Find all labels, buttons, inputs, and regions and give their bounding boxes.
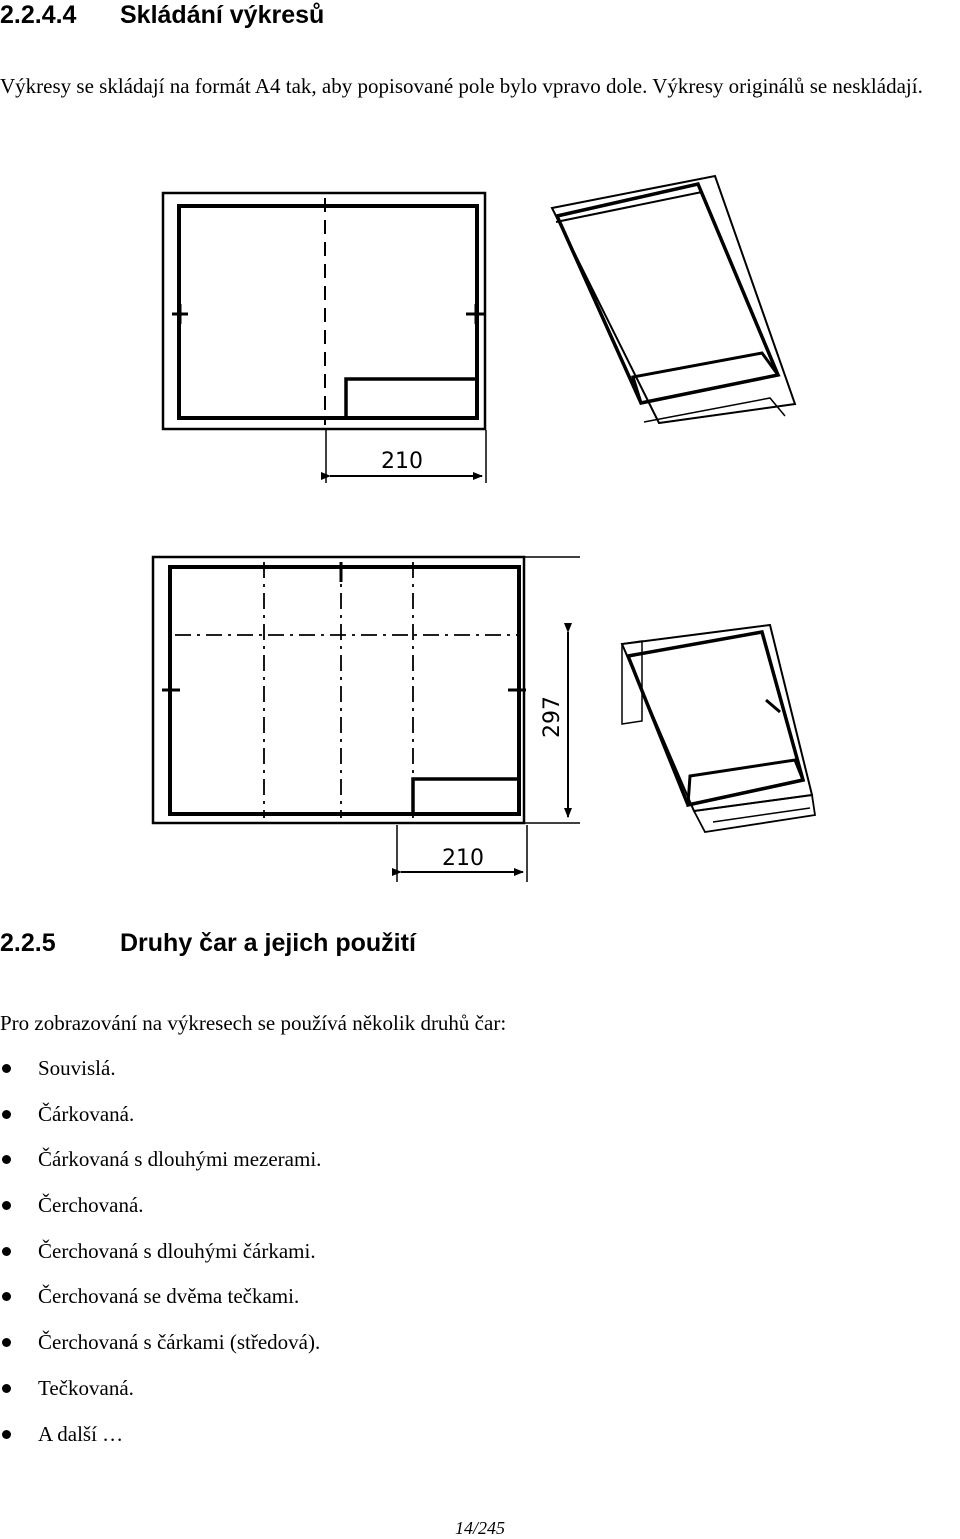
fig2-width-label: 210 [442, 846, 484, 871]
list-item [0, 1414, 321, 1460]
figure-1-sheet [163, 193, 486, 483]
bullet-icon [2, 1110, 11, 1119]
section-heading-line-types [0, 928, 416, 958]
list-item-text: Čerchovaná s čárkami (středová). [38, 1330, 321, 1355]
list-item [0, 1322, 321, 1368]
bullet-icon [2, 1338, 11, 1347]
list-item [0, 1094, 321, 1140]
list-item-text: Čerchovaná. [38, 1193, 144, 1218]
section-title: Skládání výkresů [120, 1, 325, 29]
bullet-icon [2, 1384, 11, 1393]
line-types-list [0, 1048, 321, 1459]
list-item-text: Čerchovaná se dvěma tečkami. [38, 1284, 300, 1309]
section-number: 2.2.4.4 [0, 1, 77, 29]
fig1-dimension-label: 210 [381, 449, 423, 474]
list-item-text: Tečkovaná. [38, 1375, 134, 1400]
figure-2-sheet [153, 557, 580, 882]
list-item [0, 1231, 321, 1277]
list-item [0, 1368, 321, 1414]
bullet-icon [2, 1247, 11, 1256]
bullet-icon [2, 1430, 11, 1439]
fig2-height-label: 297 [540, 696, 565, 738]
list-item [0, 1276, 321, 1322]
list-item [0, 1048, 321, 1094]
list-item-text: Čárkovaná s dlouhými mezerami. [38, 1147, 322, 1172]
list-item-text: Souvislá. [38, 1056, 116, 1080]
list-item-text: Čerchovaná s dlouhými čárkami. [38, 1238, 316, 1263]
bullet-icon [2, 1201, 11, 1210]
list-item-text: A další … [38, 1421, 124, 1446]
list-item [0, 1185, 321, 1231]
page-number: 14/245 [454, 1518, 505, 1538]
folding-paragraph: Výkresy se skládají na formát A4 tak, aby popisované pole bylo vpravo dole. Výkresy originálů se neskládají. [0, 74, 923, 98]
section-number: 2.2.5 [0, 929, 56, 957]
list-item-text: Čárkovaná. [38, 1101, 135, 1126]
bullet-icon [2, 1292, 11, 1301]
figure-1-folded [552, 176, 795, 423]
bullet-icon [2, 1064, 11, 1073]
figure-2-folded [622, 625, 815, 832]
bullet-icon [2, 1155, 11, 1164]
list-item [0, 1139, 321, 1185]
line-types-intro: Pro zobrazování na výkresech se používá několik druhů čar: [0, 1011, 507, 1035]
section-title: Druhy čar a jejich použití [120, 929, 416, 957]
